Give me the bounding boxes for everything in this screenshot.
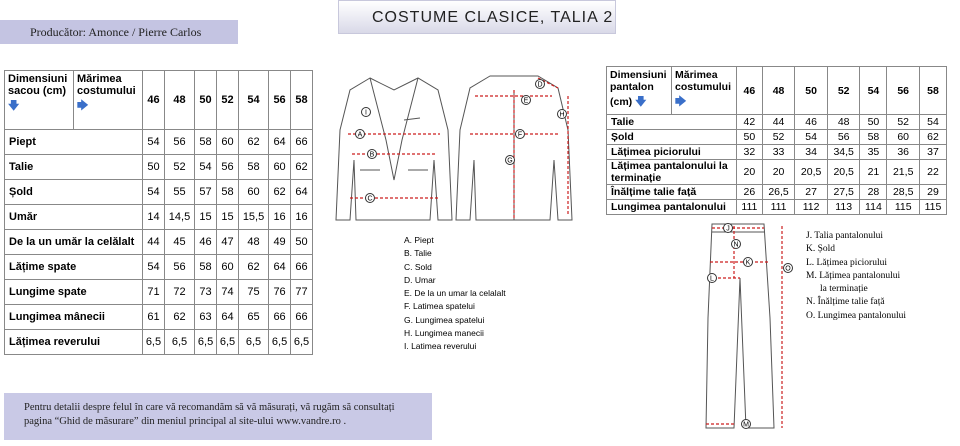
table-cell: 21,5 [887,160,920,185]
legend-item: L. Lățimea piciorului [806,257,887,268]
table-cell: 26 [737,185,763,200]
table-cell: 6,5 [143,330,165,355]
arrow-right-icon: 🡆 [675,96,687,108]
table-cell: 52 [887,115,920,130]
jacket-front-outline [336,78,452,220]
table-cell: 50 [860,115,887,130]
table-cell: 44 [143,230,165,255]
table-cell: 62 [238,130,268,155]
table-cell: 66 [291,255,313,280]
legend-item: la terminație [820,284,868,295]
marker-label: K [745,259,751,267]
table-cell: 52 [762,130,795,145]
table-cell: 44 [762,115,795,130]
table-cell: 66 [269,305,291,330]
table-cell: 50 [143,155,165,180]
table-cell: 6,5 [291,330,313,355]
table-cell: 54 [795,130,828,145]
table-cell: 58 [195,255,217,280]
table-row [5,230,313,255]
table-cell: 64 [269,255,291,280]
table-cell: 58 [195,130,217,155]
table-cell: 54 [919,115,946,130]
row-label: Șold [5,180,143,205]
table-cell: 54 [195,155,217,180]
row-label: Șold [607,130,737,145]
pants-outline [706,224,774,428]
table-cell: 6,5 [195,330,217,355]
table-cell: 20 [762,160,795,185]
marker-label: B [369,151,375,159]
marker-label: M [743,421,749,429]
marker-label: F [517,131,523,139]
size-col: 56 [269,71,291,130]
pants-markers [708,224,793,429]
row-label: Lungimea mânecii [5,305,143,330]
table-cell: 64 [217,305,239,330]
table-row [607,185,947,200]
table-row [5,180,313,205]
table-row [5,205,313,230]
table-cell: 115 [919,200,946,215]
table-cell: 55 [164,180,194,205]
table-cell: 46 [195,230,217,255]
table-row [607,160,947,185]
row-label: Lungime spate [5,280,143,305]
table-cell: 37 [919,145,946,160]
table-cell: 56 [217,155,239,180]
table-cell: 75 [238,280,268,305]
table-cell: 14,5 [164,205,194,230]
table-cell: 32 [737,145,763,160]
legend-item: H. Lungimea manecii [404,328,484,339]
marker-label: C [367,195,373,203]
table-cell: 58 [238,155,268,180]
table-cell: 62 [238,255,268,280]
row-label: Talie [607,115,737,130]
table-row [5,280,313,305]
table-cell: 42 [737,115,763,130]
row-label: Lățimea pantalonului la terminație [607,160,737,185]
legend-item: B. Talie [404,248,432,259]
table-cell: 16 [291,205,313,230]
legend-item: N. Înălțime talie față [806,297,885,308]
row-label: Lățimea reverului [5,330,143,355]
table-cell: 6,5 [238,330,268,355]
table-cell: 113 [827,200,860,215]
table-cell: 35 [860,145,887,160]
table-cell: 29 [919,185,946,200]
pants-table-body [607,115,947,215]
jacket-legend [404,234,506,354]
legend-item: A. Piept [404,235,434,245]
table-cell: 65 [238,305,268,330]
jacket-table-header [5,71,313,130]
table-cell: 46 [795,115,828,130]
legend-item: D. Umar [404,274,436,285]
jacket-size-table [4,70,313,355]
jacket-table-body [5,130,313,355]
table-row [5,305,313,330]
table-cell: 114 [860,200,887,215]
table-cell: 56 [164,255,194,280]
jacket-size-header-text: Mărimea costumului [77,73,136,97]
table-cell: 56 [827,130,860,145]
marker-label: J [726,225,730,233]
table-cell: 56 [164,130,194,155]
table-cell: 48 [827,115,860,130]
legend-item: E. De la un umar la celalalt [404,288,506,299]
marker-label: A [357,131,363,139]
pants-size-header-text: Mărimea costumului [675,69,732,93]
table-row [607,130,947,145]
jacket-measure-lines [348,78,568,220]
table-cell: 50 [291,230,313,255]
table-cell: 52 [164,155,194,180]
table-cell: 6,5 [217,330,239,355]
table-cell: 16 [269,205,291,230]
table-cell: 112 [795,200,828,215]
table-cell: 73 [195,280,217,305]
legend-item: M. Lățimea pantalonului [806,270,901,281]
table-cell: 20,5 [795,160,828,185]
pants-legend [806,230,906,323]
arrow-right-icon: 🡆 [77,100,89,112]
size-col: 56 [887,67,920,115]
table-cell: 72 [164,280,194,305]
marker-label: D [537,81,543,89]
marker-label: O [785,265,791,273]
table-cell: 63 [195,305,217,330]
table-cell: 34,5 [827,145,860,160]
pants-dim-header-text: Dimensiuni pantalon (cm) [610,69,667,108]
size-col: 48 [164,71,194,130]
size-col: 54 [238,71,268,130]
page-title: COSTUME CLASICE, TALIA 2 [372,9,614,26]
table-cell: 36 [887,145,920,160]
table-cell: 66 [291,305,313,330]
table-cell: 60 [238,180,268,205]
row-label: Talie [5,155,143,180]
table-cell: 62 [164,305,194,330]
table-row [5,255,313,280]
table-cell: 61 [143,305,165,330]
table-cell: 20 [737,160,763,185]
table-row [607,145,947,160]
marker-label: H [559,111,565,119]
table-cell: 6,5 [269,330,291,355]
table-cell: 115 [887,200,920,215]
row-label: Piept [5,130,143,155]
size-col: 58 [291,71,313,130]
table-cell: 14 [143,205,165,230]
marker-label: N [733,241,739,249]
producer-label: Producător: Amonce / Pierre Carlos [0,20,238,44]
table-cell: 60 [217,255,239,280]
marker-label: I [365,109,367,117]
table-cell: 15 [217,205,239,230]
table-cell: 60 [217,130,239,155]
size-col: 58 [919,67,946,115]
row-label: Umăr [5,205,143,230]
row-label: Lățime spate [5,255,143,280]
table-row [5,330,313,355]
table-cell: 6,5 [164,330,194,355]
table-cell: 60 [269,155,291,180]
table-row [5,155,313,180]
legend-item: O. Lungimea pantalonului [806,310,906,321]
table-cell: 34 [795,145,828,160]
size-col: 46 [737,67,763,115]
table-cell: 22 [919,160,946,185]
legend-item: F. Latimea spatelui [404,301,475,312]
table-cell: 66 [291,130,313,155]
size-col: 48 [762,67,795,115]
table-cell: 33 [762,145,795,160]
size-col: 52 [217,71,239,130]
pants-size-header [672,67,737,115]
pants-dim-header [607,67,672,115]
legend-item: J. Talia pantalonului [806,231,883,241]
table-cell: 58 [217,180,239,205]
table-cell: 74 [217,280,239,305]
table-cell: 15,5 [238,205,268,230]
size-col: 50 [195,71,217,130]
pants-table-header [607,67,947,115]
table-cell: 26,5 [762,185,795,200]
table-cell: 50 [737,130,763,145]
table-cell: 54 [143,130,165,155]
table-cell: 27,5 [827,185,860,200]
table-cell: 111 [737,200,763,215]
table-cell: 57 [195,180,217,205]
table-row [607,200,947,215]
pants-diagram [690,218,800,436]
arrow-down-icon: 🡇 [8,100,20,112]
table-row [607,115,947,130]
footer-note: Pentru detalii despre felul în care vă recomandăm să vă măsurați, vă rugăm să consultați pagina “Ghid de măsurare” din meniul principal al site-ului www.vandre.ro . [4,393,432,440]
row-label: Lățimea piciorului [607,145,737,160]
marker-label: G [507,157,513,165]
table-row [5,130,313,155]
size-col: 50 [795,67,828,115]
legend-item: C. Sold [404,261,432,272]
pants-size-table [606,66,947,215]
jacket-dim-header-text: Dimensiuni sacou (cm) [8,73,68,97]
size-col: 46 [143,71,165,130]
size-col: 54 [860,67,887,115]
legend-item: K. Șold [806,244,836,255]
table-cell: 15 [195,205,217,230]
table-cell: 76 [269,280,291,305]
row-label: Lungimea pantalonului [607,200,737,215]
marker-label: L [710,275,714,283]
marker-label: E [523,97,529,105]
jacket-size-header [74,71,143,130]
table-cell: 64 [269,130,291,155]
table-cell: 48 [238,230,268,255]
table-cell: 71 [143,280,165,305]
table-cell: 58 [860,130,887,145]
table-cell: 54 [143,180,165,205]
row-label: De la un umăr la celălalt [5,230,143,255]
jacket-markers [356,80,567,203]
table-cell: 49 [269,230,291,255]
table-cell: 54 [143,255,165,280]
table-cell: 47 [217,230,239,255]
table-cell: 27 [795,185,828,200]
legend-item: G. Lungimea spatelui [404,314,485,325]
legend-item: I. Latimea reverului [404,341,477,352]
table-cell: 111 [762,200,795,215]
table-cell: 62 [269,180,291,205]
table-cell: 28 [860,185,887,200]
arrow-down-icon: 🡇 [635,96,647,108]
table-cell: 77 [291,280,313,305]
table-cell: 21 [860,160,887,185]
size-col: 52 [827,67,860,115]
table-cell: 20,5 [827,160,860,185]
table-cell: 62 [919,130,946,145]
table-cell: 60 [887,130,920,145]
table-cell: 45 [164,230,194,255]
row-label: Înălțime talie față [607,185,737,200]
jacket-dim-header [5,71,74,130]
table-cell: 64 [291,180,313,205]
table-cell: 28,5 [887,185,920,200]
table-cell: 62 [291,155,313,180]
jacket-diagram [330,70,590,230]
